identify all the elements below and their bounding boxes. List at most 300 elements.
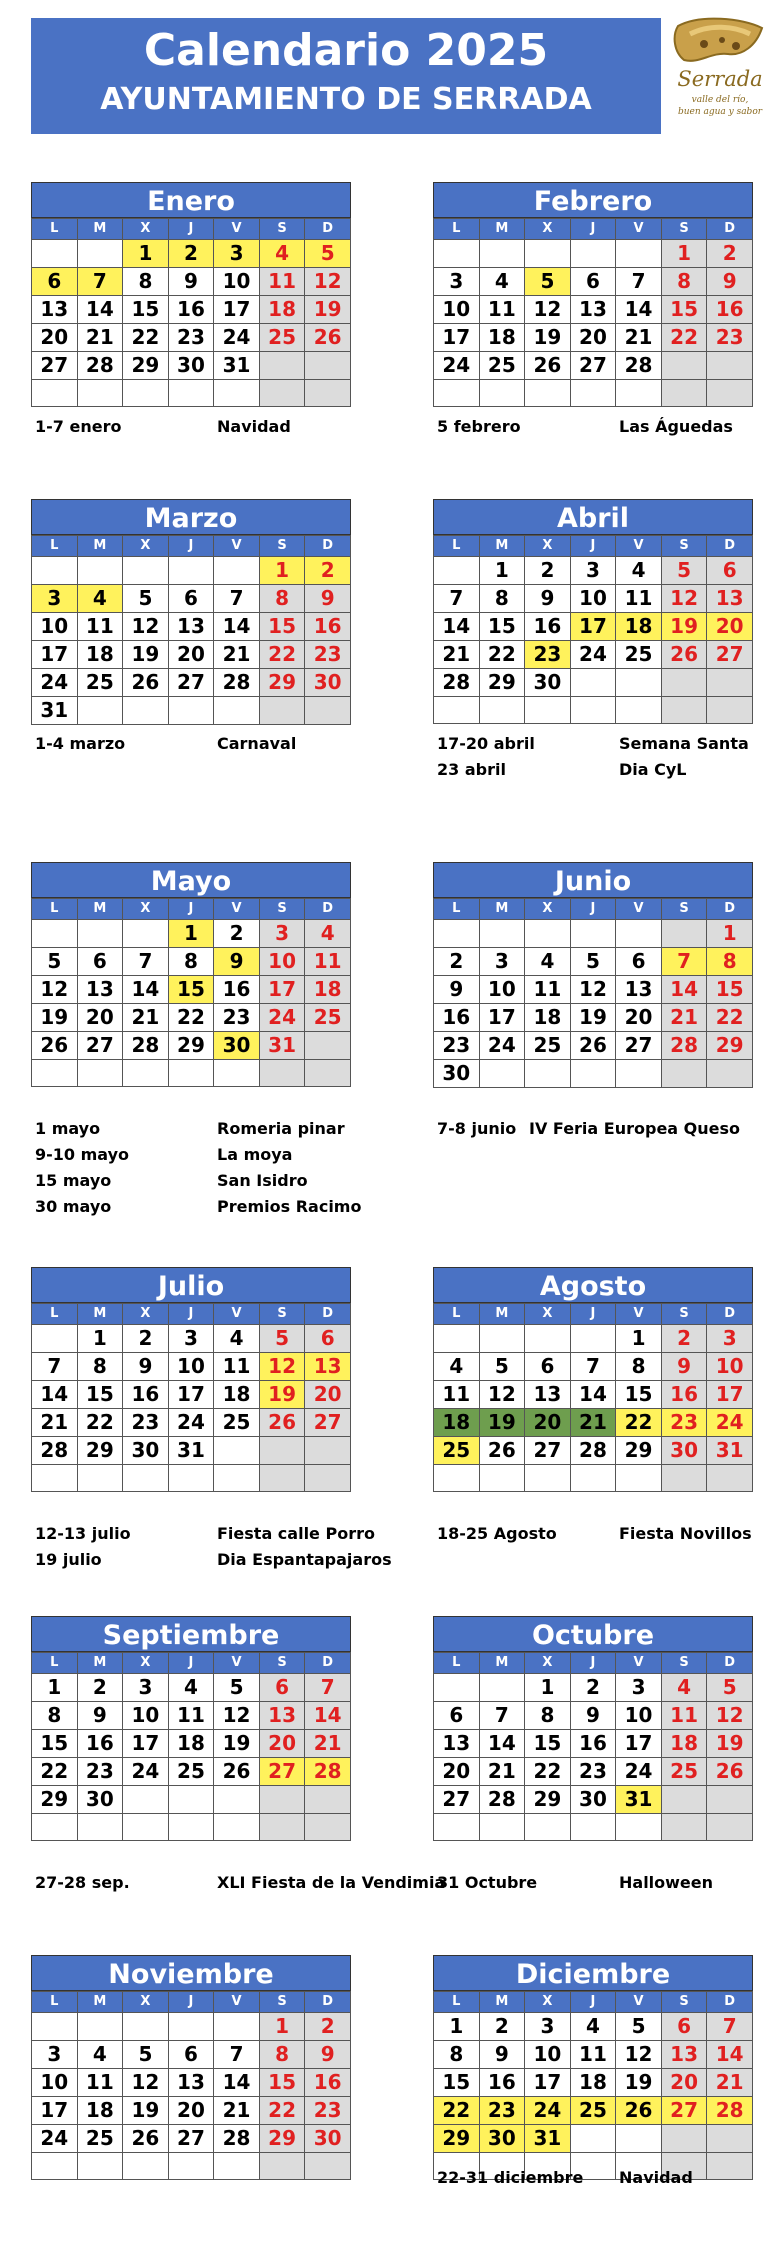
day-cell[interactable]: 26 bbox=[479, 1437, 525, 1465]
day-cell[interactable]: 15 bbox=[616, 1381, 662, 1409]
day-cell[interactable]: 1 bbox=[32, 1674, 78, 1702]
day-cell[interactable]: 2 bbox=[570, 1674, 616, 1702]
day-cell[interactable]: 8 bbox=[168, 948, 214, 976]
day-cell[interactable]: 11 bbox=[434, 1381, 480, 1409]
day-cell[interactable]: 13 bbox=[168, 613, 214, 641]
day-cell[interactable]: 6 bbox=[525, 1353, 571, 1381]
day-cell[interactable]: 24 bbox=[525, 2097, 571, 2125]
day-cell[interactable]: 28 bbox=[570, 1437, 616, 1465]
day-cell[interactable]: 19 bbox=[661, 613, 707, 641]
day-cell[interactable]: 27 bbox=[168, 669, 214, 697]
day-cell[interactable]: 8 bbox=[525, 1702, 571, 1730]
day-cell[interactable]: 3 bbox=[123, 1674, 169, 1702]
day-cell[interactable]: 24 bbox=[570, 641, 616, 669]
day-cell[interactable]: 13 bbox=[434, 1730, 480, 1758]
day-cell[interactable]: 13 bbox=[168, 2069, 214, 2097]
day-cell[interactable]: 22 bbox=[707, 1004, 753, 1032]
day-cell[interactable]: 7 bbox=[305, 1674, 351, 1702]
day-cell[interactable]: 22 bbox=[661, 324, 707, 352]
day-cell[interactable]: 2 bbox=[305, 2013, 351, 2041]
day-cell[interactable]: 4 bbox=[525, 948, 571, 976]
day-cell[interactable]: 29 bbox=[32, 1786, 78, 1814]
day-cell[interactable]: 7 bbox=[479, 1702, 525, 1730]
day-cell[interactable]: 5 bbox=[123, 2041, 169, 2069]
day-cell[interactable]: 25 bbox=[525, 1032, 571, 1060]
day-cell[interactable]: 16 bbox=[305, 613, 351, 641]
day-cell[interactable]: 10 bbox=[32, 613, 78, 641]
day-cell[interactable]: 17 bbox=[214, 296, 260, 324]
day-cell[interactable]: 5 bbox=[479, 1353, 525, 1381]
day-cell[interactable]: 18 bbox=[434, 1409, 480, 1437]
day-cell[interactable]: 5 bbox=[214, 1674, 260, 1702]
day-cell[interactable]: 10 bbox=[168, 1353, 214, 1381]
day-cell[interactable]: 11 bbox=[168, 1702, 214, 1730]
day-cell[interactable]: 7 bbox=[434, 585, 480, 613]
day-cell[interactable]: 20 bbox=[259, 1730, 305, 1758]
day-cell[interactable]: 15 bbox=[525, 1730, 571, 1758]
day-cell[interactable]: 29 bbox=[434, 2125, 480, 2153]
day-cell[interactable]: 21 bbox=[32, 1409, 78, 1437]
day-cell[interactable]: 31 bbox=[259, 1032, 305, 1060]
day-cell[interactable]: 21 bbox=[214, 2097, 260, 2125]
day-cell[interactable]: 23 bbox=[525, 641, 571, 669]
day-cell[interactable]: 22 bbox=[32, 1758, 78, 1786]
day-cell[interactable]: 5 bbox=[707, 1674, 753, 1702]
day-cell[interactable]: 26 bbox=[305, 324, 351, 352]
day-cell[interactable]: 16 bbox=[707, 296, 753, 324]
day-cell[interactable]: 9 bbox=[525, 585, 571, 613]
day-cell[interactable]: 15 bbox=[661, 296, 707, 324]
day-cell[interactable]: 8 bbox=[479, 585, 525, 613]
day-cell[interactable]: 31 bbox=[525, 2125, 571, 2153]
day-cell[interactable]: 15 bbox=[123, 296, 169, 324]
day-cell[interactable]: 3 bbox=[168, 1325, 214, 1353]
day-cell[interactable]: 4 bbox=[570, 2013, 616, 2041]
day-cell[interactable]: 11 bbox=[616, 585, 662, 613]
day-cell[interactable]: 17 bbox=[707, 1381, 753, 1409]
day-cell[interactable]: 4 bbox=[479, 268, 525, 296]
day-cell[interactable]: 16 bbox=[168, 296, 214, 324]
day-cell[interactable]: 18 bbox=[259, 296, 305, 324]
day-cell[interactable]: 22 bbox=[616, 1409, 662, 1437]
day-cell[interactable]: 19 bbox=[305, 296, 351, 324]
day-cell[interactable]: 18 bbox=[168, 1730, 214, 1758]
day-cell[interactable]: 16 bbox=[525, 613, 571, 641]
day-cell[interactable]: 24 bbox=[123, 1758, 169, 1786]
day-cell[interactable]: 27 bbox=[434, 1786, 480, 1814]
day-cell[interactable]: 31 bbox=[707, 1437, 753, 1465]
day-cell[interactable]: 25 bbox=[616, 641, 662, 669]
day-cell[interactable]: 6 bbox=[168, 585, 214, 613]
day-cell[interactable]: 24 bbox=[434, 352, 480, 380]
day-cell[interactable]: 18 bbox=[525, 1004, 571, 1032]
day-cell[interactable]: 2 bbox=[707, 240, 753, 268]
day-cell[interactable]: 4 bbox=[616, 557, 662, 585]
day-cell[interactable]: 29 bbox=[479, 669, 525, 697]
day-cell[interactable]: 3 bbox=[707, 1325, 753, 1353]
day-cell[interactable]: 10 bbox=[616, 1702, 662, 1730]
day-cell[interactable]: 11 bbox=[214, 1353, 260, 1381]
day-cell[interactable]: 14 bbox=[214, 2069, 260, 2097]
day-cell[interactable]: 6 bbox=[570, 268, 616, 296]
day-cell[interactable]: 11 bbox=[525, 976, 571, 1004]
day-cell[interactable]: 13 bbox=[661, 2041, 707, 2069]
day-cell[interactable]: 10 bbox=[434, 296, 480, 324]
day-cell[interactable]: 3 bbox=[32, 2041, 78, 2069]
day-cell[interactable]: 12 bbox=[525, 296, 571, 324]
day-cell[interactable]: 29 bbox=[77, 1437, 123, 1465]
day-cell[interactable]: 19 bbox=[123, 2097, 169, 2125]
day-cell[interactable]: 22 bbox=[77, 1409, 123, 1437]
day-cell[interactable]: 8 bbox=[707, 948, 753, 976]
day-cell[interactable]: 26 bbox=[525, 352, 571, 380]
day-cell[interactable]: 15 bbox=[259, 613, 305, 641]
day-cell[interactable]: 26 bbox=[214, 1758, 260, 1786]
day-cell[interactable]: 26 bbox=[123, 2125, 169, 2153]
day-cell[interactable]: 12 bbox=[123, 613, 169, 641]
day-cell[interactable]: 19 bbox=[214, 1730, 260, 1758]
day-cell[interactable]: 29 bbox=[168, 1032, 214, 1060]
day-cell[interactable]: 1 bbox=[525, 1674, 571, 1702]
day-cell[interactable]: 2 bbox=[77, 1674, 123, 1702]
day-cell[interactable]: 18 bbox=[616, 613, 662, 641]
day-cell[interactable]: 26 bbox=[661, 641, 707, 669]
day-cell[interactable]: 19 bbox=[616, 2069, 662, 2097]
day-cell[interactable]: 17 bbox=[123, 1730, 169, 1758]
day-cell[interactable]: 6 bbox=[305, 1325, 351, 1353]
day-cell[interactable]: 27 bbox=[77, 1032, 123, 1060]
day-cell[interactable]: 1 bbox=[434, 2013, 480, 2041]
day-cell[interactable]: 1 bbox=[77, 1325, 123, 1353]
day-cell[interactable]: 7 bbox=[32, 1353, 78, 1381]
day-cell[interactable]: 20 bbox=[168, 641, 214, 669]
day-cell[interactable]: 1 bbox=[259, 2013, 305, 2041]
day-cell[interactable]: 6 bbox=[168, 2041, 214, 2069]
day-cell[interactable]: 30 bbox=[214, 1032, 260, 1060]
day-cell[interactable]: 12 bbox=[616, 2041, 662, 2069]
day-cell[interactable]: 12 bbox=[570, 976, 616, 1004]
day-cell[interactable]: 25 bbox=[259, 324, 305, 352]
day-cell[interactable]: 27 bbox=[259, 1758, 305, 1786]
day-cell[interactable]: 20 bbox=[77, 1004, 123, 1032]
day-cell[interactable]: 14 bbox=[479, 1730, 525, 1758]
day-cell[interactable]: 7 bbox=[570, 1353, 616, 1381]
day-cell[interactable]: 9 bbox=[305, 585, 351, 613]
day-cell[interactable]: 12 bbox=[259, 1353, 305, 1381]
day-cell[interactable]: 25 bbox=[77, 669, 123, 697]
day-cell[interactable]: 13 bbox=[305, 1353, 351, 1381]
day-cell[interactable]: 3 bbox=[479, 948, 525, 976]
day-cell[interactable]: 14 bbox=[214, 613, 260, 641]
day-cell[interactable]: 5 bbox=[123, 585, 169, 613]
day-cell[interactable]: 18 bbox=[661, 1730, 707, 1758]
day-cell[interactable]: 6 bbox=[434, 1702, 480, 1730]
day-cell[interactable]: 28 bbox=[479, 1786, 525, 1814]
day-cell[interactable]: 9 bbox=[434, 976, 480, 1004]
day-cell[interactable]: 13 bbox=[259, 1702, 305, 1730]
day-cell[interactable]: 2 bbox=[168, 240, 214, 268]
day-cell[interactable]: 21 bbox=[123, 1004, 169, 1032]
day-cell[interactable]: 30 bbox=[434, 1060, 480, 1088]
day-cell[interactable]: 12 bbox=[123, 2069, 169, 2097]
day-cell[interactable]: 6 bbox=[661, 2013, 707, 2041]
day-cell[interactable]: 24 bbox=[259, 1004, 305, 1032]
day-cell[interactable]: 17 bbox=[434, 324, 480, 352]
day-cell[interactable]: 8 bbox=[259, 585, 305, 613]
day-cell[interactable]: 6 bbox=[77, 948, 123, 976]
day-cell[interactable]: 8 bbox=[434, 2041, 480, 2069]
day-cell[interactable]: 28 bbox=[32, 1437, 78, 1465]
day-cell[interactable]: 28 bbox=[305, 1758, 351, 1786]
day-cell[interactable]: 10 bbox=[214, 268, 260, 296]
day-cell[interactable]: 9 bbox=[305, 2041, 351, 2069]
day-cell[interactable]: 3 bbox=[616, 1674, 662, 1702]
day-cell[interactable]: 14 bbox=[123, 976, 169, 1004]
day-cell[interactable]: 22 bbox=[434, 2097, 480, 2125]
day-cell[interactable]: 6 bbox=[616, 948, 662, 976]
day-cell[interactable]: 29 bbox=[123, 352, 169, 380]
day-cell[interactable]: 2 bbox=[305, 557, 351, 585]
day-cell[interactable]: 25 bbox=[214, 1409, 260, 1437]
day-cell[interactable]: 23 bbox=[479, 2097, 525, 2125]
day-cell[interactable]: 25 bbox=[570, 2097, 616, 2125]
day-cell[interactable]: 15 bbox=[32, 1730, 78, 1758]
day-cell[interactable]: 27 bbox=[305, 1409, 351, 1437]
day-cell[interactable]: 16 bbox=[214, 976, 260, 1004]
day-cell[interactable]: 23 bbox=[570, 1758, 616, 1786]
day-cell[interactable]: 26 bbox=[259, 1409, 305, 1437]
day-cell[interactable]: 15 bbox=[479, 613, 525, 641]
day-cell[interactable]: 28 bbox=[661, 1032, 707, 1060]
day-cell[interactable]: 15 bbox=[259, 2069, 305, 2097]
day-cell[interactable]: 30 bbox=[123, 1437, 169, 1465]
day-cell[interactable]: 23 bbox=[305, 641, 351, 669]
day-cell[interactable]: 19 bbox=[123, 641, 169, 669]
day-cell[interactable]: 13 bbox=[707, 585, 753, 613]
day-cell[interactable]: 28 bbox=[616, 352, 662, 380]
day-cell[interactable]: 30 bbox=[168, 352, 214, 380]
day-cell[interactable]: 5 bbox=[305, 240, 351, 268]
day-cell[interactable]: 20 bbox=[570, 324, 616, 352]
day-cell[interactable]: 7 bbox=[123, 948, 169, 976]
day-cell[interactable]: 21 bbox=[434, 641, 480, 669]
day-cell[interactable]: 21 bbox=[707, 2069, 753, 2097]
day-cell[interactable]: 10 bbox=[479, 976, 525, 1004]
day-cell[interactable]: 19 bbox=[259, 1381, 305, 1409]
day-cell[interactable]: 15 bbox=[707, 976, 753, 1004]
day-cell[interactable]: 26 bbox=[32, 1032, 78, 1060]
day-cell[interactable]: 5 bbox=[661, 557, 707, 585]
day-cell[interactable]: 29 bbox=[259, 669, 305, 697]
day-cell[interactable]: 11 bbox=[661, 1702, 707, 1730]
day-cell[interactable]: 13 bbox=[77, 976, 123, 1004]
day-cell[interactable]: 21 bbox=[479, 1758, 525, 1786]
day-cell[interactable]: 8 bbox=[123, 268, 169, 296]
day-cell[interactable]: 22 bbox=[168, 1004, 214, 1032]
day-cell[interactable]: 14 bbox=[32, 1381, 78, 1409]
day-cell[interactable]: 21 bbox=[616, 324, 662, 352]
day-cell[interactable]: 14 bbox=[661, 976, 707, 1004]
day-cell[interactable]: 30 bbox=[570, 1786, 616, 1814]
day-cell[interactable]: 23 bbox=[214, 1004, 260, 1032]
day-cell[interactable]: 24 bbox=[214, 324, 260, 352]
day-cell[interactable]: 14 bbox=[707, 2041, 753, 2069]
day-cell[interactable]: 15 bbox=[434, 2069, 480, 2097]
day-cell[interactable]: 23 bbox=[707, 324, 753, 352]
day-cell[interactable]: 22 bbox=[479, 641, 525, 669]
day-cell[interactable]: 28 bbox=[214, 669, 260, 697]
day-cell[interactable]: 7 bbox=[616, 268, 662, 296]
day-cell[interactable]: 10 bbox=[123, 1702, 169, 1730]
day-cell[interactable]: 3 bbox=[434, 268, 480, 296]
day-cell[interactable]: 27 bbox=[32, 352, 78, 380]
day-cell[interactable]: 21 bbox=[305, 1730, 351, 1758]
day-cell[interactable]: 1 bbox=[479, 557, 525, 585]
day-cell[interactable]: 26 bbox=[707, 1758, 753, 1786]
day-cell[interactable]: 2 bbox=[214, 920, 260, 948]
day-cell[interactable]: 10 bbox=[32, 2069, 78, 2097]
day-cell[interactable]: 1 bbox=[661, 240, 707, 268]
day-cell[interactable]: 6 bbox=[259, 1674, 305, 1702]
day-cell[interactable]: 5 bbox=[616, 2013, 662, 2041]
day-cell[interactable]: 9 bbox=[707, 268, 753, 296]
day-cell[interactable]: 24 bbox=[32, 2125, 78, 2153]
day-cell[interactable]: 27 bbox=[168, 2125, 214, 2153]
day-cell[interactable]: 2 bbox=[123, 1325, 169, 1353]
day-cell[interactable]: 8 bbox=[32, 1702, 78, 1730]
day-cell[interactable]: 21 bbox=[77, 324, 123, 352]
day-cell[interactable]: 16 bbox=[77, 1730, 123, 1758]
day-cell[interactable]: 8 bbox=[661, 268, 707, 296]
day-cell[interactable]: 27 bbox=[616, 1032, 662, 1060]
day-cell[interactable]: 18 bbox=[77, 2097, 123, 2125]
day-cell[interactable]: 3 bbox=[525, 2013, 571, 2041]
day-cell[interactable]: 28 bbox=[707, 2097, 753, 2125]
day-cell[interactable]: 20 bbox=[434, 1758, 480, 1786]
day-cell[interactable]: 15 bbox=[77, 1381, 123, 1409]
day-cell[interactable]: 20 bbox=[616, 1004, 662, 1032]
day-cell[interactable]: 18 bbox=[77, 641, 123, 669]
day-cell[interactable]: 10 bbox=[707, 1353, 753, 1381]
day-cell[interactable]: 25 bbox=[77, 2125, 123, 2153]
day-cell[interactable]: 17 bbox=[479, 1004, 525, 1032]
day-cell[interactable]: 30 bbox=[661, 1437, 707, 1465]
day-cell[interactable]: 16 bbox=[661, 1381, 707, 1409]
day-cell[interactable]: 9 bbox=[77, 1702, 123, 1730]
day-cell[interactable]: 20 bbox=[168, 2097, 214, 2125]
day-cell[interactable]: 20 bbox=[661, 2069, 707, 2097]
day-cell[interactable]: 11 bbox=[305, 948, 351, 976]
day-cell[interactable]: 7 bbox=[77, 268, 123, 296]
day-cell[interactable]: 23 bbox=[123, 1409, 169, 1437]
day-cell[interactable]: 17 bbox=[168, 1381, 214, 1409]
day-cell[interactable]: 4 bbox=[77, 585, 123, 613]
day-cell[interactable]: 10 bbox=[525, 2041, 571, 2069]
day-cell[interactable]: 30 bbox=[305, 2125, 351, 2153]
day-cell[interactable]: 31 bbox=[168, 1437, 214, 1465]
day-cell[interactable]: 16 bbox=[123, 1381, 169, 1409]
day-cell[interactable]: 14 bbox=[616, 296, 662, 324]
day-cell[interactable]: 4 bbox=[77, 2041, 123, 2069]
day-cell[interactable]: 24 bbox=[32, 669, 78, 697]
day-cell[interactable]: 14 bbox=[305, 1702, 351, 1730]
day-cell[interactable]: 30 bbox=[479, 2125, 525, 2153]
day-cell[interactable]: 11 bbox=[77, 2069, 123, 2097]
day-cell[interactable]: 22 bbox=[259, 641, 305, 669]
day-cell[interactable]: 9 bbox=[479, 2041, 525, 2069]
day-cell[interactable]: 8 bbox=[616, 1353, 662, 1381]
day-cell[interactable]: 23 bbox=[168, 324, 214, 352]
day-cell[interactable]: 25 bbox=[661, 1758, 707, 1786]
day-cell[interactable]: 21 bbox=[661, 1004, 707, 1032]
day-cell[interactable]: 5 bbox=[259, 1325, 305, 1353]
day-cell[interactable]: 12 bbox=[661, 585, 707, 613]
day-cell[interactable]: 28 bbox=[77, 352, 123, 380]
day-cell[interactable]: 29 bbox=[616, 1437, 662, 1465]
day-cell[interactable]: 20 bbox=[305, 1381, 351, 1409]
day-cell[interactable]: 1 bbox=[123, 240, 169, 268]
day-cell[interactable]: 25 bbox=[479, 352, 525, 380]
day-cell[interactable]: 14 bbox=[570, 1381, 616, 1409]
day-cell[interactable]: 20 bbox=[707, 613, 753, 641]
day-cell[interactable]: 7 bbox=[707, 2013, 753, 2041]
day-cell[interactable]: 13 bbox=[570, 296, 616, 324]
day-cell[interactable]: 28 bbox=[214, 2125, 260, 2153]
day-cell[interactable]: 3 bbox=[259, 920, 305, 948]
day-cell[interactable]: 8 bbox=[77, 1353, 123, 1381]
day-cell[interactable]: 4 bbox=[214, 1325, 260, 1353]
day-cell[interactable]: 28 bbox=[434, 669, 480, 697]
day-cell[interactable]: 18 bbox=[214, 1381, 260, 1409]
day-cell[interactable]: 9 bbox=[123, 1353, 169, 1381]
day-cell[interactable]: 25 bbox=[305, 1004, 351, 1032]
day-cell[interactable]: 31 bbox=[616, 1786, 662, 1814]
day-cell[interactable]: 10 bbox=[570, 585, 616, 613]
day-cell[interactable]: 15 bbox=[168, 976, 214, 1004]
day-cell[interactable]: 31 bbox=[214, 352, 260, 380]
day-cell[interactable]: 2 bbox=[479, 2013, 525, 2041]
day-cell[interactable]: 29 bbox=[259, 2125, 305, 2153]
day-cell[interactable]: 29 bbox=[525, 1786, 571, 1814]
day-cell[interactable]: 17 bbox=[32, 2097, 78, 2125]
day-cell[interactable]: 6 bbox=[707, 557, 753, 585]
day-cell[interactable]: 5 bbox=[570, 948, 616, 976]
day-cell[interactable]: 18 bbox=[305, 976, 351, 1004]
day-cell[interactable]: 1 bbox=[168, 920, 214, 948]
day-cell[interactable]: 10 bbox=[259, 948, 305, 976]
day-cell[interactable]: 25 bbox=[168, 1758, 214, 1786]
day-cell[interactable]: 17 bbox=[525, 2069, 571, 2097]
day-cell[interactable]: 12 bbox=[214, 1702, 260, 1730]
day-cell[interactable]: 27 bbox=[707, 641, 753, 669]
day-cell[interactable]: 19 bbox=[525, 324, 571, 352]
day-cell[interactable]: 19 bbox=[570, 1004, 616, 1032]
day-cell[interactable]: 18 bbox=[570, 2069, 616, 2097]
day-cell[interactable]: 30 bbox=[305, 669, 351, 697]
day-cell[interactable]: 27 bbox=[661, 2097, 707, 2125]
day-cell[interactable]: 23 bbox=[77, 1758, 123, 1786]
day-cell[interactable]: 11 bbox=[570, 2041, 616, 2069]
day-cell[interactable]: 11 bbox=[259, 268, 305, 296]
day-cell[interactable]: 5 bbox=[525, 268, 571, 296]
day-cell[interactable]: 24 bbox=[479, 1032, 525, 1060]
day-cell[interactable]: 17 bbox=[259, 976, 305, 1004]
day-cell[interactable]: 5 bbox=[32, 948, 78, 976]
day-cell[interactable]: 27 bbox=[570, 352, 616, 380]
day-cell[interactable]: 1 bbox=[616, 1325, 662, 1353]
day-cell[interactable]: 2 bbox=[525, 557, 571, 585]
day-cell[interactable]: 16 bbox=[305, 2069, 351, 2097]
